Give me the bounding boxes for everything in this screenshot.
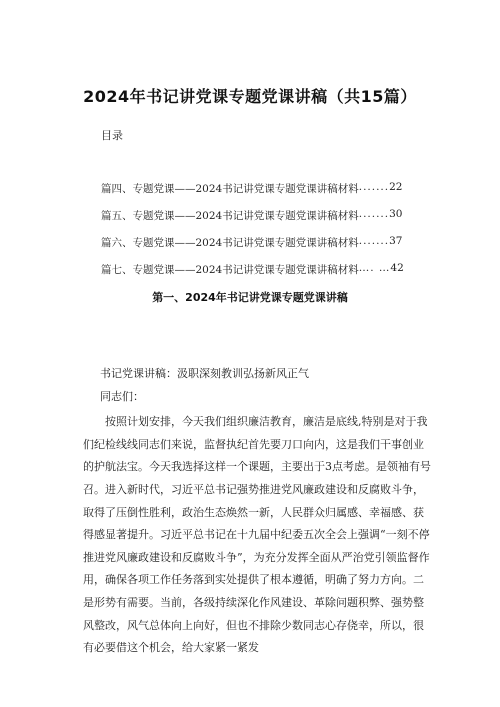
toc-entry-page: 37 — [389, 235, 403, 247]
toc-entry-page: 42 — [390, 262, 404, 274]
toc-entry-page: 22 — [389, 181, 403, 193]
toc-entry-text: 篇七、专题党课——2024书记讲党课专题党课讲稿材料 — [101, 264, 359, 276]
toc-entry-text: 篇六、专题党课——2024书记讲党课专题党课讲稿材料 — [101, 237, 359, 249]
speech-title: 书记党课讲稿：汲职深刻教训弘扬新风正气 — [100, 367, 309, 380]
toc-entry-leader: ....... — [358, 235, 390, 247]
toc-entry-text: 篇五、专题党课——2024书记讲党课专题党课讲稿材料 — [101, 210, 359, 222]
document-body — [83, 363, 431, 660]
body-paragraph: 按照计划安排，今天我们组织廉洁教育，廉洁是底线,特别是对于我们纪检线线同志们来说，监督执纪首先要刀口向内，这是我们干事创业的护航法宝。今天我选择这样一个课题，主要出于3点考虑。是领袖有号召。进入新时代，习近平总书记强势推进党风廉政建设和反腐败斗争，取得了压倒性胜利，政治生态焕然一新，人民群众归属感、幸福感、获得感显著提升。习近平总书记在十九届中纪委五次全会上强调“一刻不停推进党风廉政建设和反腐败斗争”，为充分发挥全面从严治党引领监督作用，确保各项工作任务落到实处提供了根本遵循，明确了努力方向。二是形势有需要。当前，各级持续深化作风建设、革除问题积弊、强势整风整改，风气总体向上向好，但也不排除少数同志心存侥幸，所以，很有必要借这个机会，给大家紧一紧发 — [83, 415, 431, 655]
toc-entry-leader: …. … — [358, 262, 391, 274]
table-of-contents — [101, 181, 431, 289]
toc-heading: 目录 — [101, 129, 123, 142]
toc-entry-leader: ....... — [358, 181, 390, 193]
toc-entry[interactable] — [101, 208, 431, 235]
toc-entry-leader: ....... — [358, 208, 390, 220]
toc-entry-page: 30 — [389, 208, 403, 220]
document-title: 2024年书记讲党课专题党课讲稿（共15篇） — [83, 87, 417, 106]
salutation: 同志们： — [100, 389, 144, 403]
toc-entry[interactable] — [101, 181, 431, 208]
section-title: 第一、2024年书记讲党课专题党课讲稿 — [152, 291, 348, 304]
toc-entry-text: 篇四、专题党课——2024书记讲党课专题党课讲稿材料 — [101, 183, 359, 195]
toc-entry[interactable] — [101, 262, 431, 289]
toc-entry[interactable] — [101, 235, 431, 262]
